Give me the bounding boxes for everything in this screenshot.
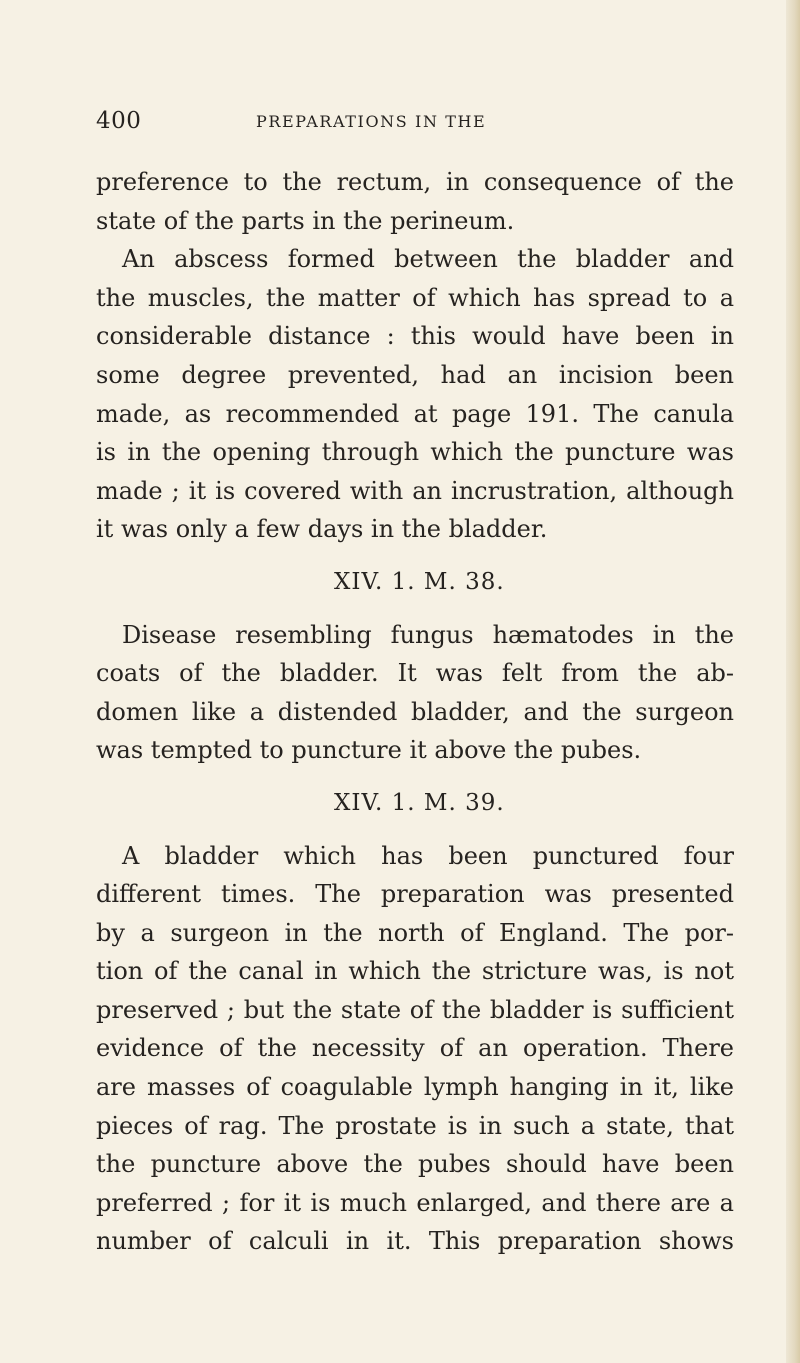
text-line: made, as recommended at page 191. The canula: [96, 399, 734, 428]
text-line: it was only a few days in the bladder.: [96, 515, 548, 544]
text-line: An abscess formed between the bladder and: [122, 245, 734, 274]
text-line: is in the opening through which the puncture was: [96, 438, 734, 467]
text-line: by a surgeon in the north of England. The por-: [96, 918, 734, 947]
page-edge: [786, 0, 800, 1363]
text-line: preserved ; but the state of the bladder is sufficient: [96, 995, 734, 1024]
text-line: was tempted to puncture it above the pubes.: [96, 736, 642, 765]
text-line: state of the parts in the perineum.: [96, 206, 515, 235]
text-line: evidence of the necessity of an operation. There: [96, 1034, 734, 1063]
text-line: different times. The preparation was presented: [96, 880, 734, 909]
text-line: number of calculi in it. This preparation shows: [96, 1227, 734, 1256]
text-line: considerable distance : this would have been in: [96, 322, 734, 351]
text-line: preferred ; for it is much enlarged, and there are a: [96, 1188, 734, 1217]
text-line: domen like a distended bladder, and the surgeon: [96, 697, 734, 726]
text-line: pieces of rag. The prostate is in such a state, that: [96, 1111, 734, 1140]
text-line: the puncture above the pubes should have been: [96, 1150, 734, 1179]
text-line: the muscles, the matter of which has spread to a: [96, 283, 734, 312]
text-line: Disease resembling fungus hæmatodes in the: [122, 620, 734, 649]
specimen-heading: XIV. 1. M. 38.: [334, 568, 505, 595]
specimen-heading: XIV. 1. M. 39.: [334, 789, 505, 816]
running-head: [96, 108, 736, 142]
text-line: A bladder which has been punctured four: [122, 841, 734, 870]
running-title: PREPARATIONS IN THE: [256, 112, 487, 131]
page-number: 400: [96, 108, 142, 134]
text-line: made ; it is covered with an incrustration, although: [96, 476, 734, 505]
text-line: some degree prevented, had an incision been: [96, 360, 734, 389]
text-line: tion of the canal in which the stricture was, is not: [96, 957, 734, 986]
body-text: [96, 163, 734, 1261]
text-line: coats of the bladder. It was felt from the ab-: [96, 659, 734, 688]
text-line: preference to the rectum, in consequence of the: [96, 168, 734, 196]
text-line: are masses of coagulable lymph hanging in it, like: [96, 1073, 734, 1102]
